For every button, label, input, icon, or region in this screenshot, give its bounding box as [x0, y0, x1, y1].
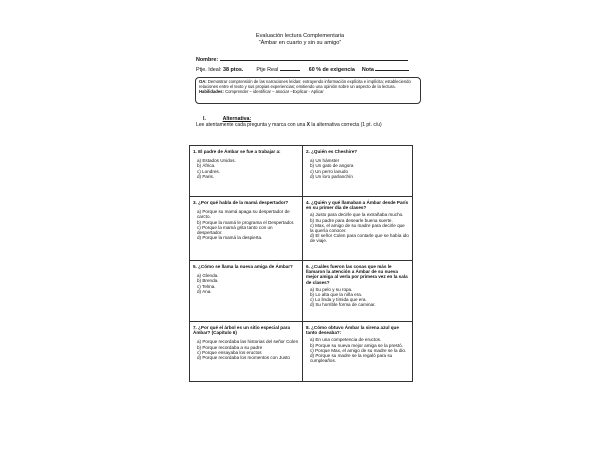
option-d[interactable]: d) El señor Colen para contarle que se había ido de viaje. — [310, 233, 409, 244]
question-text: 8. ¿Cómo obtuvo Ámbar la sirena azul que tanto deseaba?: — [306, 325, 399, 336]
doc-subtitle: “Ámbar en cuarto y sin su amigo” — [258, 39, 342, 46]
objectives-box — [195, 77, 421, 104]
option-b[interactable]: b) Porque la mamá le programa el Despertador. — [197, 219, 295, 225]
option-c[interactable]: c) Max, el amigo de su madre para decirle que la quería conocer. — [310, 222, 405, 234]
option-d[interactable]: d) Porque recordaba los momentos con Justo — [197, 355, 290, 361]
option-d[interactable]: d) Un loro parlanchín — [310, 173, 353, 179]
nombre-field[interactable] — [220, 56, 408, 61]
habilidades-label: Habilidades: — [199, 88, 224, 94]
question-cell-4 — [303, 197, 413, 261]
question-cell-3 — [190, 197, 303, 261]
ptje-ideal-value: 38 ptos. — [222, 67, 244, 73]
option-b[interactable]: b) Un gato de angora — [310, 163, 354, 169]
option-b[interactable]: b) Brenda. — [197, 278, 219, 284]
habilidades-text: Comprender – identificar – asociar –Explicar - Aplicar — [225, 88, 324, 94]
oa-text: Demostrar comprensión de las narraciones leídas: extrayendo información explícita e implícita; estableciendo relaciones entre el texto y sus propias experiencias; emitiendo una opinión sobre un aspecto de la lectura. — [199, 79, 411, 89]
question-cell-5 — [190, 261, 303, 322]
section-title: Alternativa: — [222, 116, 252, 122]
option-a[interactable]: a) Porque su mamá apaga su despertador de carcto. — [197, 209, 290, 220]
question-text: 4. ¿Quién y qué llamaban a Ámbar desde París en su primer día de clases? — [306, 200, 409, 211]
instruction-post: la alternativa correcta (1 pt. c/u) — [309, 122, 382, 128]
doc-title: Evaluación lectura Complementaria — [255, 33, 345, 39]
option-b[interactable]: b) Porque recordaba a su padre — [197, 344, 263, 350]
option-d[interactable]: d) Porque su madre se la regaló para su cumpleaños. — [310, 353, 393, 364]
nota-label: Nota — [361, 67, 374, 73]
nota-field[interactable] — [375, 66, 409, 71]
option-a[interactable]: a) Un hámster — [310, 158, 340, 164]
instruction-pre: Lee atentamente cada pregunta y marca con una — [196, 122, 307, 128]
option-b[interactable]: b) Porque su nueva mejor amiga se la prestó. — [310, 342, 403, 348]
question-text: 1. El padre de Ámbar se fue a trabajar a: — [193, 149, 281, 154]
option-a[interactable]: a) Porque recordaba las historias del señor Colen — [197, 339, 299, 345]
score-row — [196, 66, 409, 73]
question-cell-1 — [190, 146, 303, 197]
option-d[interactable]: d) Su horrible forma de caminar. — [310, 302, 376, 308]
exigencia-text: 60 % de exigencia — [308, 67, 355, 73]
questions-table — [189, 145, 413, 382]
option-c[interactable]: c) Porque la mamá grita tanto con un despertador. — [197, 224, 273, 236]
question-text: 5. ¿Cómo se llama la nueva amiga de Ámbar? — [193, 264, 293, 269]
option-a[interactable]: a) Su pelo y su ropa. — [310, 286, 353, 292]
option-a[interactable]: a) Justo para decirle que la extrañaba mucho. — [310, 212, 404, 218]
option-b[interactable]: b) Lo alta que la niña era. — [310, 292, 363, 298]
option-c[interactable]: c) Londres. — [197, 168, 220, 174]
section-number: I. — [203, 116, 206, 122]
question-text: 7. ¿Por qué el árbol es un sitio especial para Ámbar? (Capítulo 6) — [193, 325, 291, 336]
oa-label: OA: — [199, 79, 207, 84]
question-cell-8 — [303, 322, 413, 382]
option-c[interactable]: c) Porque Max, el amigo de su madre se la dio. — [310, 347, 407, 353]
question-cell-7 — [190, 322, 303, 382]
question-text: 3. ¿Por qué habla de la mamá despertador? — [193, 200, 289, 205]
question-text: 6. ¿Cuáles fueron las cosas que más le llamaron la atención a Ámbar de su nueva mejor amiga al verla por primera vez en la sala de clases? — [306, 264, 408, 285]
option-d[interactable]: d) Porque la mamá la despierta. — [197, 235, 263, 241]
option-b[interactable]: b) Su padre para desearle buena suerte. — [310, 217, 393, 223]
nombre-label: Nombre: — [196, 57, 219, 63]
option-a[interactable]: a) En una competencia de eructos. — [310, 337, 382, 343]
ptje-real-label: Ptje Real — [256, 67, 279, 73]
question-text: 2. ¿Quién es Cheshire? — [306, 149, 358, 154]
option-c[interactable]: c) Un perro lanudo — [310, 168, 349, 174]
question-cell-6 — [303, 261, 413, 322]
question-cell-2 — [303, 146, 413, 197]
option-c[interactable]: c) Lo linda y tímida que era. — [310, 297, 367, 303]
name-row — [196, 56, 408, 63]
option-d[interactable]: d) Paris. — [197, 173, 215, 179]
habilidades-paragraph — [199, 90, 417, 95]
option-a[interactable]: a) Estados Unidos. — [197, 158, 236, 164]
option-a[interactable]: a) Glenda. — [197, 273, 219, 279]
option-c[interactable]: c) Telma. — [197, 283, 216, 289]
option-c[interactable]: c) Porque ensayaba los eructos — [197, 349, 262, 355]
option-d[interactable]: d) Ana. — [197, 288, 212, 294]
ptje-ideal-label: Ptje. Ideal: — [196, 67, 222, 73]
ptje-real-field[interactable] — [280, 66, 300, 71]
instruction-x: X — [306, 122, 310, 128]
instructions — [196, 122, 382, 128]
option-b[interactable]: b) África. — [197, 163, 216, 169]
